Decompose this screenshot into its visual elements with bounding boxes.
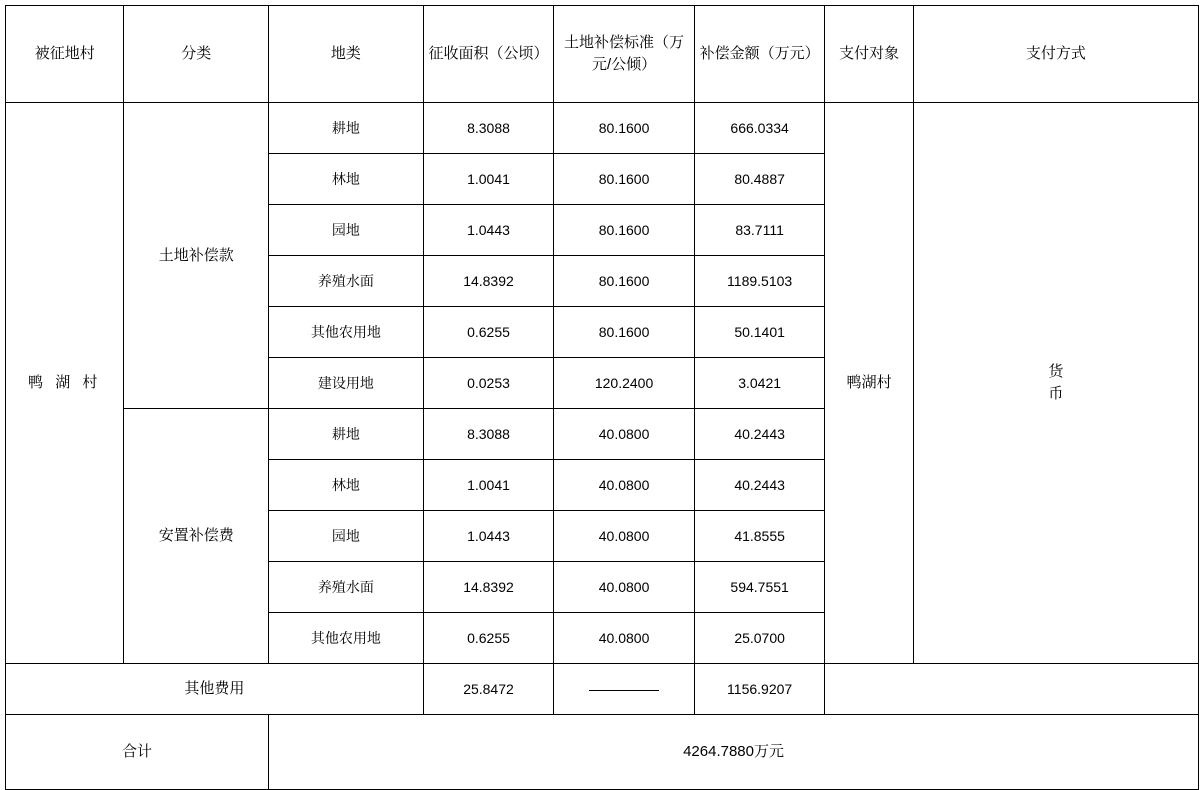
amount-cell: 80.4887: [694, 154, 825, 205]
area-cell: 0.6255: [423, 307, 554, 358]
land-type-cell: 养殖水面: [269, 256, 424, 307]
amount-cell: 41.8555: [694, 511, 825, 562]
table-row: [6, 103, 1199, 154]
other-fee-amount: 1156.9207: [694, 664, 825, 715]
payee-cell: 鸭湖村: [825, 103, 913, 664]
standard-cell: 80.1600: [554, 103, 695, 154]
amount-cell: 25.0700: [694, 613, 825, 664]
amount-cell: 40.2443: [694, 460, 825, 511]
land-type-cell: 耕地: [269, 409, 424, 460]
table-header-row: [6, 6, 1199, 103]
category-cell-resettlement-compensation: 安置补偿费: [124, 409, 269, 664]
standard-cell: 80.1600: [554, 256, 695, 307]
header-payee: 支付对象: [825, 6, 913, 103]
total-row: [6, 715, 1199, 790]
land-type-cell: 园地: [269, 205, 424, 256]
standard-cell: 40.0800: [554, 511, 695, 562]
other-fee-label: 其他费用: [6, 664, 424, 715]
area-cell: 8.3088: [423, 103, 554, 154]
area-cell: 0.0253: [423, 358, 554, 409]
area-cell: 1.0443: [423, 205, 554, 256]
area-cell: 1.0041: [423, 154, 554, 205]
amount-cell: 594.7551: [694, 562, 825, 613]
header-amount: 补偿金额（万元）: [694, 6, 825, 103]
area-cell: 8.3088: [423, 409, 554, 460]
land-compensation-table: [5, 5, 1199, 790]
land-type-cell: 林地: [269, 460, 424, 511]
standard-cell: 40.0800: [554, 562, 695, 613]
category-cell-land-compensation: 土地补偿款: [124, 103, 269, 409]
area-cell: 1.0443: [423, 511, 554, 562]
land-type-cell: 园地: [269, 511, 424, 562]
land-type-cell: 其他农用地: [269, 613, 424, 664]
amount-cell: 1189.5103: [694, 256, 825, 307]
other-fee-standard-dash: [554, 664, 695, 715]
compensation-table-page: [0, 5, 1204, 761]
standard-cell: 40.0800: [554, 409, 695, 460]
standard-cell: 40.0800: [554, 460, 695, 511]
header-land-type: 地类: [269, 6, 424, 103]
land-type-cell: 建设用地: [269, 358, 424, 409]
header-payment-method: 支付方式: [913, 6, 1198, 103]
standard-cell: 80.1600: [554, 154, 695, 205]
payment-method-line-2: 币: [1048, 385, 1064, 402]
area-cell: 1.0041: [423, 460, 554, 511]
payment-method-line-1: 货: [1048, 363, 1064, 381]
land-type-cell: 养殖水面: [269, 562, 424, 613]
amount-cell: 40.2443: [694, 409, 825, 460]
amount-cell: 50.1401: [694, 307, 825, 358]
standard-cell: 40.0800: [554, 613, 695, 664]
land-type-cell: 林地: [269, 154, 424, 205]
total-value: 4264.7880万元: [269, 715, 1199, 790]
area-cell: 14.8392: [423, 256, 554, 307]
payment-method-cell: [913, 103, 1198, 664]
other-fee-area: 25.8472: [423, 664, 554, 715]
standard-cell: 80.1600: [554, 307, 695, 358]
area-cell: 0.6255: [423, 613, 554, 664]
amount-cell: 3.0421: [694, 358, 825, 409]
header-village: 被征地村: [6, 6, 124, 103]
area-cell: 14.8392: [423, 562, 554, 613]
total-label: 合计: [6, 715, 269, 790]
other-fee-blank: [825, 664, 1199, 715]
other-fee-row: [6, 664, 1199, 715]
standard-cell: 80.1600: [554, 205, 695, 256]
village-name-cell: 鸭 湖 村: [6, 103, 124, 664]
land-type-cell: 耕地: [269, 103, 424, 154]
amount-cell: 83.7111: [694, 205, 825, 256]
land-type-cell: 其他农用地: [269, 307, 424, 358]
amount-cell: 666.0334: [694, 103, 825, 154]
header-standard: 土地补偿标准（万元/公倾）: [554, 6, 695, 103]
header-area: 征收面积（公顷）: [423, 6, 554, 103]
header-category: 分类: [124, 6, 269, 103]
standard-cell: 120.2400: [554, 358, 695, 409]
